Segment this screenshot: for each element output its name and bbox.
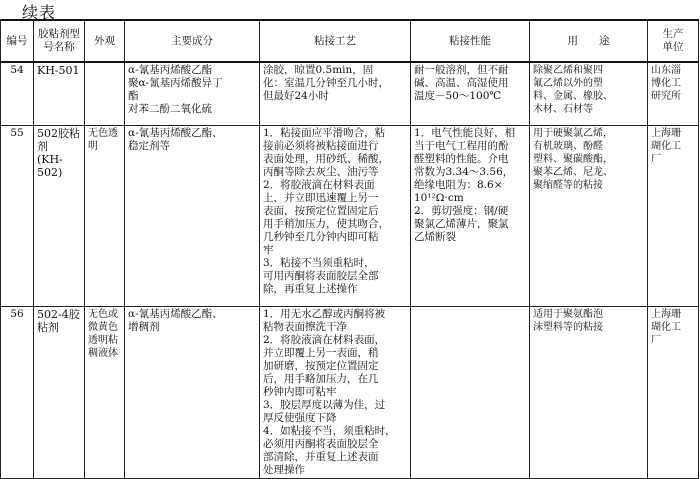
cell-process-line: 1．粘接面应平滑吻合，粘 [263, 127, 386, 139]
cell-manufacturer-line: 博化工 [651, 78, 681, 89]
cell-name-line: (KH- [37, 153, 63, 166]
cell-usage-line: 木材、石材等 [533, 104, 593, 115]
cell-process-line: 化：室温几分钟至几小时， [263, 77, 389, 89]
cell-name [34, 62, 85, 126]
cell-no: 54 [1, 62, 34, 126]
cell-performance-line: 当于电气工程用的酚 [414, 140, 509, 152]
cell-process-line: 表面，按预定位置固定后 [263, 205, 379, 217]
cell-process-line: 可用丙酮将表面胶层全部 [263, 270, 379, 282]
cell-name-line: 502胶粘 [37, 127, 80, 140]
header-process: 粘接工艺 [260, 20, 411, 62]
cell-name-line: 502) [37, 166, 63, 179]
cell-usage-line: 适用于聚氨酯泡 [533, 309, 603, 320]
header-manufacturer: 生产 单位 [648, 20, 699, 62]
cell-manufacturer-line: 研究所 [651, 91, 681, 102]
cell-appearance [85, 126, 125, 307]
cell-usage [530, 126, 648, 307]
cell-usage-line: 氟乙烯以外的塑 [533, 78, 603, 89]
cell-process-line: 除，再重复上述操作 [263, 283, 358, 295]
cell-process-line: 3．粘接不当须重粘时， [263, 257, 375, 269]
cell-process [260, 126, 411, 307]
table-continued-caption: 续表 [22, 3, 57, 22]
cell-appearance-line: 稠液体 [88, 348, 118, 359]
cell-usage-line: 塑料、聚碳酸酯， [533, 154, 613, 165]
cell-manufacturer-line: 上海珊 [651, 128, 681, 139]
cell-process-line: 2．将胶液滴在材料表面 [263, 179, 375, 191]
cell-process-line: 加研磨，按预定位置固定 [263, 360, 379, 372]
header-no: 编号 [1, 20, 34, 62]
cell-manufacturer-line: 上海珊 [651, 309, 681, 320]
cell-performance-line: 常数为3.34～3.56， [414, 166, 514, 178]
header-usage: 用 途 [530, 20, 648, 62]
header-appearance: 外观 [85, 20, 125, 62]
cell-name-line: 502-4胶 [37, 308, 80, 321]
cell-process-line: 牢 [263, 244, 274, 256]
cell-process-line: 厚反使强度下降 [263, 412, 337, 424]
cell-process-line: 并立即覆上另一表面，稍 [263, 347, 379, 359]
cell-appearance-line: 无色或 [88, 309, 118, 320]
cell-process-line: 后，用手略加压力，在几 [263, 373, 379, 385]
header-composition: 主要成分 [125, 20, 260, 62]
cell-process-line: 接前必须将被粘接面进行 [263, 140, 379, 152]
cell-process-line: 2．将胶液滴在材料表面， [263, 334, 386, 346]
cell-manufacturer [648, 126, 699, 307]
cell-composition-line: 增稠剂 [128, 321, 160, 333]
cell-manufacturer [648, 307, 699, 479]
table-row [1, 62, 699, 126]
cell-composition [125, 307, 260, 479]
cell-name-line: KH-501 [37, 64, 80, 77]
cell-usage-line: 用于硬聚氯乙烯， [533, 128, 613, 139]
cell-performance [411, 126, 530, 307]
cell-performance-line: 1．电气性能良好，相 [414, 127, 516, 139]
cell-usage-line: 除聚乙烯和聚四 [533, 65, 603, 76]
cell-process-line: 但最好24小时 [263, 90, 329, 102]
cell-appearance-line: 透明粘 [88, 335, 118, 346]
cell-usage-line: 沫塑料等的粘接 [533, 322, 603, 333]
cell-performance [411, 307, 530, 479]
cell-composition-line: α-氰基丙烯酸乙酯、 [128, 308, 223, 320]
cell-performance-line: 聚氯乙烯薄片，聚氯 [414, 218, 509, 230]
header-performance: 粘接性能 [411, 20, 530, 62]
cell-performance-line: 2．剪切强度：钢/硬 [414, 205, 509, 217]
cell-name [34, 126, 85, 307]
cell-performance-line: 碱、高温、高湿使用 [414, 77, 509, 89]
cell-process-line: 涂胶，晾置0.5min，固 [263, 64, 374, 76]
cell-no: 55 [1, 126, 34, 307]
cell-name-line: 剂 [37, 140, 48, 153]
cell-usage-line: 料、金属、橡胶、 [533, 91, 613, 102]
adhesive-spec-table [0, 19, 699, 479]
cell-composition-line: 聚α-氰基丙烯酸异丁 [128, 77, 223, 89]
cell-appearance [85, 62, 125, 126]
cell-process-line: 处理操作 [263, 464, 305, 476]
cell-process-line: 表面处理，用砂纸、稀酸， [263, 153, 389, 165]
cell-performance-line: 耐一般溶剂，但不耐 [414, 64, 509, 76]
cell-process-line: 必须用丙酮将表面胶层全 [263, 438, 379, 450]
cell-process-line: 几秒钟至几分钟内即可粘 [263, 231, 379, 243]
cell-process-line: 部清除，并重复上述表面 [263, 451, 379, 463]
cell-manufacturer [648, 62, 699, 126]
cell-process-line: 丙酮等除去灰尘、油污等 [263, 166, 379, 178]
cell-performance-line: 乙烯断裂 [414, 231, 456, 243]
cell-composition-line: 对苯二酚二氧化硫 [128, 103, 212, 115]
cell-composition [125, 126, 260, 307]
cell-process-line: 4．如粘接不当，须重粘时， [263, 425, 396, 437]
cell-performance-line: 绝缘电阻为：8.6× [414, 179, 503, 191]
cell-name-line: 粘剂 [37, 321, 59, 334]
header-name: 胶粘剂型 号名称 [34, 20, 85, 62]
cell-appearance-line: 明 [88, 141, 98, 152]
cell-usage [530, 307, 648, 479]
cell-process-line: 秒钟内即可粘牢 [263, 386, 337, 398]
cell-no: 56 [1, 307, 34, 479]
cell-composition-line: 酯 [128, 90, 139, 102]
table-row [1, 126, 699, 307]
header-row [1, 20, 699, 62]
cell-process-line: 粘物表面擦洗干净 [263, 321, 347, 333]
cell-process-line: 用手稍加压力，使其吻合， [263, 218, 389, 230]
cell-performance-line: 醛塑料的性能。介电 [414, 153, 509, 165]
cell-performance-line: 10¹²Ω·cm [414, 192, 464, 204]
cell-process [260, 307, 411, 479]
cell-usage [530, 62, 648, 126]
cell-appearance-line: 无色透 [88, 128, 118, 139]
cell-process-line: 上，并立即迅速覆上另一 [263, 192, 379, 204]
cell-appearance [85, 307, 125, 479]
cell-name [34, 307, 85, 479]
cell-manufacturer-line: 瑚化工 [651, 141, 681, 152]
cell-composition-line: α-氰基丙烯酸乙酯、 [128, 127, 223, 139]
cell-performance-line: 温度－50～100℃ [414, 90, 502, 102]
cell-manufacturer-line: 山东淄 [651, 65, 681, 76]
cell-appearance-line: 微黄色 [88, 322, 118, 333]
cell-composition [125, 62, 260, 126]
cell-composition-line: α-氰基丙烯酸乙酯 [128, 64, 213, 76]
cell-process-line: 1．用无水乙醇或丙酮将被 [263, 308, 386, 320]
cell-usage-line: 有机玻璃、酚醛 [533, 141, 603, 152]
cell-manufacturer-line: 瑚化工 [651, 322, 681, 333]
cell-process [260, 62, 411, 126]
cell-process-line: 3．胶层厚度以薄为佳，过 [263, 399, 386, 411]
cell-manufacturer-line: 厂 [651, 154, 661, 165]
table-row [1, 307, 699, 479]
cell-usage-line: 聚苯乙烯、尼龙、 [533, 167, 613, 178]
cell-usage-line: 聚缩醛等的粘接 [533, 180, 603, 191]
cell-composition-line: 稳定剂等 [128, 140, 170, 152]
cell-performance [411, 62, 530, 126]
cell-manufacturer-line: 厂 [651, 335, 661, 346]
